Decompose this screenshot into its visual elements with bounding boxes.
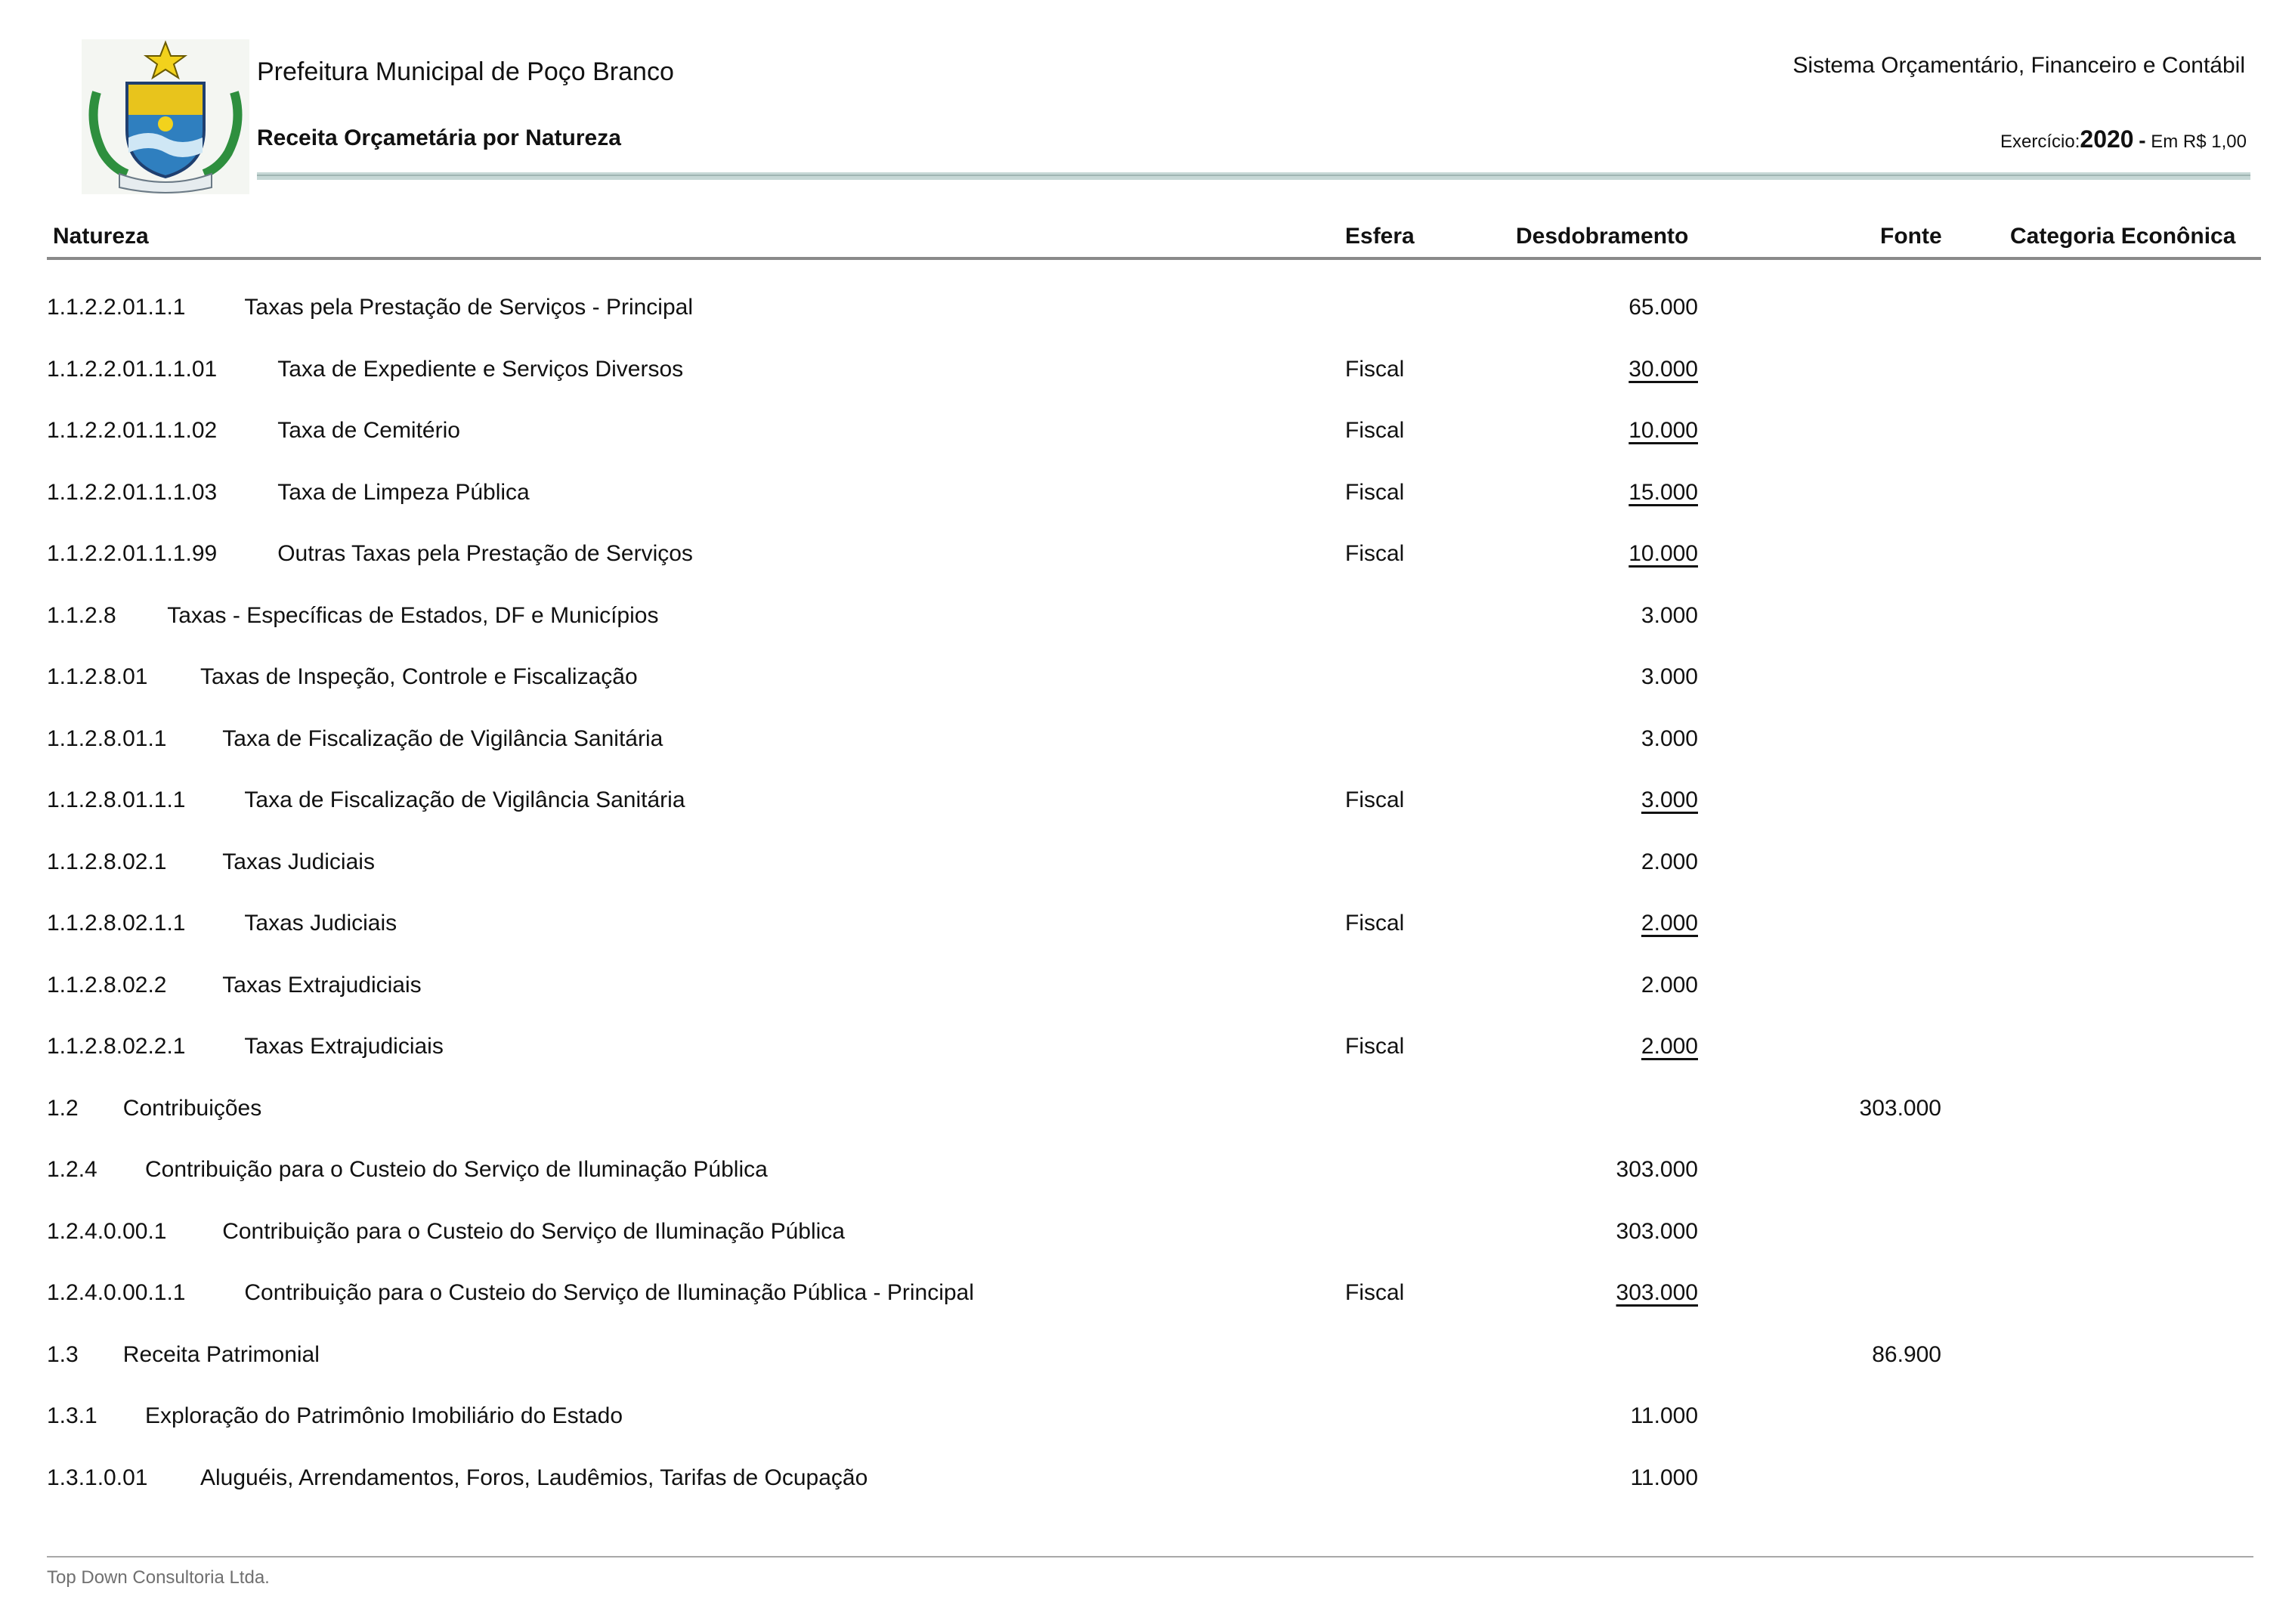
natureza-description: Taxas Extrajudiciais	[222, 972, 422, 998]
desdobramento-value: 3.000	[1641, 725, 1698, 751]
desdobramento-value: 65.000	[1628, 295, 1698, 320]
coat-of-arms-icon	[82, 39, 249, 194]
natureza-description: Taxa de Expediente e Serviços Diversos	[277, 356, 684, 382]
desdobramento-value: 3.000	[1641, 602, 1698, 628]
natureza-code: 1.2	[47, 1095, 79, 1121]
exercise-separator: -	[2139, 128, 2146, 152]
desdobramento-value: 15.000	[1628, 479, 1698, 505]
desdobramento-value: 303.000	[1616, 1280, 1698, 1305]
natureza-code: 1.1.2.2.01.1.1.01	[47, 356, 218, 382]
table-row	[0, 462, 2295, 524]
fonte-value: 86.900	[1872, 1341, 1941, 1367]
column-header-desdobramento: Desdobramento	[1516, 224, 1689, 249]
desdobramento-value: 303.000	[1616, 1157, 1698, 1182]
natureza-code: 1.3.1	[47, 1403, 97, 1428]
exercise-label: Exercício:	[2000, 131, 2080, 152]
natureza-code: 1.2.4.0.00.1.1	[47, 1280, 186, 1305]
table-row	[0, 523, 2295, 585]
desdobramento-value: 2.000	[1641, 972, 1698, 998]
esfera-value: Fiscal	[1345, 1280, 1405, 1305]
table-row	[0, 831, 2295, 893]
natureza-description: Taxas - Específicas de Estados, DF e Municípios	[167, 602, 659, 628]
municipal-coat-of-arms	[82, 39, 249, 194]
natureza-code: 1.1.2.8.01.1	[47, 725, 167, 751]
footer-divider	[47, 1556, 2253, 1557]
table-row	[0, 400, 2295, 462]
natureza-code: 1.3	[47, 1341, 79, 1367]
natureza-description: Taxa de Limpeza Pública	[277, 479, 530, 505]
natureza-description: Taxas pela Prestação de Serviços - Principal	[244, 295, 694, 320]
currency-unit: Em R$ 1,00	[2151, 131, 2247, 152]
natureza-code: 1.1.2.8.01	[47, 664, 148, 689]
desdobramento-value: 10.000	[1628, 418, 1698, 443]
natureza-code: 1.3.1.0.01	[47, 1465, 148, 1490]
table-row	[0, 1201, 2295, 1263]
natureza-code: 1.1.2.8	[47, 602, 116, 628]
natureza-description: Exploração do Patrimônio Imobiliário do Estado	[145, 1403, 623, 1428]
esfera-value: Fiscal	[1345, 356, 1405, 382]
table-row	[0, 646, 2295, 708]
natureza-description: Taxas Judiciais	[222, 849, 375, 874]
table-header-divider	[47, 257, 2261, 260]
desdobramento-value: 11.000	[1630, 1403, 1698, 1428]
desdobramento-value: 303.000	[1616, 1218, 1698, 1244]
natureza-description: Taxa de Cemitério	[277, 418, 460, 443]
desdobramento-value: 2.000	[1641, 911, 1698, 936]
table-row	[0, 1262, 2295, 1324]
natureza-code: 1.2.4	[47, 1157, 97, 1182]
natureza-description: Aluguéis, Arrendamentos, Foros, Laudêmios, Tarifas de Ocupação	[200, 1465, 868, 1490]
natureza-code: 1.1.2.8.02.2.1	[47, 1034, 186, 1059]
table-row	[0, 339, 2295, 401]
esfera-value: Fiscal	[1345, 418, 1405, 443]
exercise-info	[2000, 125, 2247, 153]
desdobramento-value: 2.000	[1641, 1034, 1698, 1059]
esfera-value: Fiscal	[1345, 1034, 1405, 1059]
exercise-year: 2020	[2080, 125, 2134, 153]
table-row	[0, 585, 2295, 647]
esfera-value: Fiscal	[1345, 911, 1405, 936]
natureza-code: 1.1.2.2.01.1.1	[47, 295, 186, 320]
table-row	[0, 1078, 2295, 1140]
table-row	[0, 1447, 2295, 1509]
revenue-table-body	[0, 277, 2295, 1508]
natureza-description: Taxas de Inspeção, Controle e Fiscalização	[200, 664, 638, 689]
fonte-value: 303.000	[1859, 1095, 1941, 1121]
table-row	[0, 708, 2295, 770]
header-divider	[257, 172, 2250, 180]
natureza-description: Contribuição para o Custeio do Serviço de Iluminação Pública	[222, 1218, 845, 1244]
natureza-code: 1.2.4.0.00.1	[47, 1218, 167, 1244]
natureza-description: Taxas Judiciais	[244, 911, 397, 936]
natureza-code: 1.1.2.8.02.1	[47, 849, 167, 874]
column-header-categoria-economica: Categoria Econônica	[2010, 224, 2236, 249]
natureza-code: 1.1.2.8.01.1.1	[47, 787, 186, 812]
desdobramento-value: 3.000	[1641, 664, 1698, 689]
esfera-value: Fiscal	[1345, 541, 1405, 566]
footer-company: Top Down Consultoria Ltda.	[47, 1567, 270, 1588]
desdobramento-value: 11.000	[1630, 1465, 1698, 1490]
desdobramento-value: 30.000	[1628, 356, 1698, 382]
natureza-description: Taxa de Fiscalização de Vigilância Sanitária	[222, 725, 663, 751]
column-header-esfera: Esfera	[1345, 224, 1415, 249]
system-name: Sistema Orçamentário, Financeiro e Contábil	[1792, 53, 2245, 78]
report-title: Receita Orçametária por Natureza	[257, 125, 621, 150]
natureza-description: Contribuições	[122, 1095, 262, 1121]
natureza-code: 1.1.2.2.01.1.1.03	[47, 479, 218, 505]
column-header-fonte: Fonte	[1880, 224, 1942, 249]
table-row	[0, 954, 2295, 1016]
table-row	[0, 1016, 2295, 1078]
natureza-description: Outras Taxas pela Prestação de Serviços	[277, 541, 693, 566]
desdobramento-value: 3.000	[1641, 787, 1698, 812]
esfera-value: Fiscal	[1345, 787, 1405, 812]
natureza-description: Taxas Extrajudiciais	[244, 1034, 444, 1059]
table-row	[0, 277, 2295, 339]
natureza-code: 1.1.2.2.01.1.1.99	[47, 541, 218, 566]
natureza-code: 1.1.2.8.02.1.1	[47, 911, 186, 936]
column-header-natureza: Natureza	[53, 224, 149, 249]
table-row	[0, 892, 2295, 954]
natureza-description: Contribuição para o Custeio do Serviço de Iluminação Pública - Principal	[244, 1280, 974, 1305]
natureza-description: Contribuição para o Custeio do Serviço de Iluminação Pública	[145, 1157, 768, 1182]
desdobramento-value: 10.000	[1628, 541, 1698, 566]
natureza-description: Taxa de Fiscalização de Vigilância Sanitária	[244, 787, 685, 812]
natureza-description: Receita Patrimonial	[122, 1341, 320, 1367]
natureza-code: 1.1.2.2.01.1.1.02	[47, 418, 218, 443]
table-row	[0, 1324, 2295, 1386]
table-row	[0, 769, 2295, 831]
table-row	[0, 1385, 2295, 1447]
natureza-code: 1.1.2.8.02.2	[47, 972, 167, 998]
desdobramento-value: 2.000	[1641, 849, 1698, 874]
esfera-value: Fiscal	[1345, 479, 1405, 505]
municipality-name: Prefeitura Municipal de Poço Branco	[257, 57, 674, 86]
table-row	[0, 1139, 2295, 1201]
